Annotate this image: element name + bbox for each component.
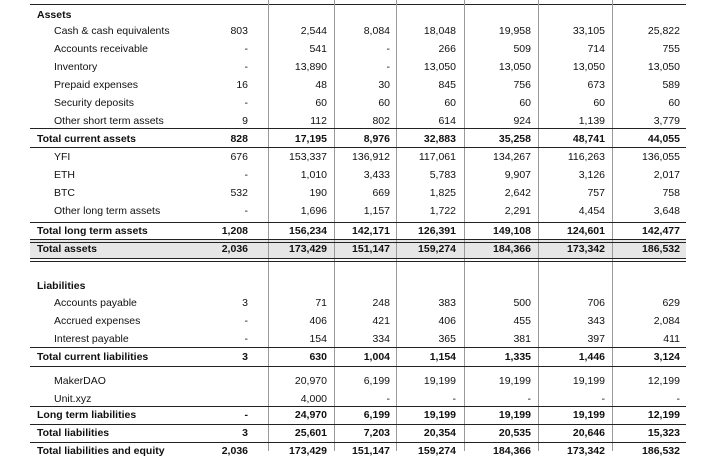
row-label: Other short term assets [54, 115, 164, 127]
value-cell: 13,050 [498, 61, 531, 73]
value-cell: 13,050 [423, 61, 456, 73]
value-cell: 126,391 [418, 225, 456, 237]
value-cell: 3,648 [653, 205, 680, 217]
value-cell: 184,366 [493, 243, 531, 255]
value-cell: 397 [587, 333, 605, 345]
value-cell: 532 [230, 187, 248, 199]
value-cell: 541 [309, 43, 327, 55]
value-cell: 589 [662, 79, 680, 91]
value-cell: 33,105 [572, 25, 605, 37]
value-cell: 173,429 [289, 445, 327, 457]
value-cell: 802 [372, 115, 390, 127]
value-cell: 190 [309, 187, 327, 199]
table-row [0, 312, 714, 330]
value-cell: 2,036 [221, 243, 248, 255]
table-row [0, 184, 714, 202]
value-cell: 44,055 [647, 133, 680, 145]
row-label: Interest payable [54, 333, 129, 345]
row-label: Total current liabilities [37, 351, 149, 363]
value-cell: 2,291 [504, 205, 531, 217]
value-cell: - [386, 393, 390, 405]
value-cell: - [386, 43, 390, 55]
value-cell: 669 [372, 187, 390, 199]
liabilities-section-row [0, 277, 714, 295]
value-cell: 156,234 [289, 225, 327, 237]
value-cell: 151,147 [352, 243, 390, 255]
value-cell: - [244, 169, 248, 181]
row-label: BTC [54, 187, 75, 199]
table-row [0, 94, 714, 112]
value-cell: 2,642 [504, 187, 531, 199]
value-cell: 1,157 [363, 205, 390, 217]
value-cell: 19,199 [498, 375, 531, 387]
row-label: Inventory [54, 61, 98, 73]
value-cell: - [244, 61, 248, 73]
value-cell: 117,061 [418, 151, 456, 163]
value-cell: 248 [372, 297, 390, 309]
value-cell: 24,970 [294, 409, 327, 421]
value-cell: 2,084 [653, 315, 680, 327]
value-cell: 134,267 [493, 151, 531, 163]
value-cell: 19,958 [498, 25, 531, 37]
value-cell: 383 [438, 297, 456, 309]
value-cell: 154 [309, 333, 327, 345]
value-cell: 509 [513, 43, 531, 55]
subtotal-rule [30, 442, 686, 443]
value-cell: - [244, 409, 248, 421]
value-cell: - [527, 393, 531, 405]
value-cell: 6,199 [363, 375, 390, 387]
value-cell: 19,199 [498, 409, 531, 421]
value-cell: 421 [372, 315, 390, 327]
subtotal-rule [30, 424, 686, 425]
total-rule [30, 239, 686, 243]
value-cell: 2,544 [300, 25, 327, 37]
value-cell: - [244, 43, 248, 55]
value-cell: 30 [378, 79, 390, 91]
value-cell: 15,323 [647, 427, 680, 439]
value-cell: 714 [587, 43, 605, 55]
value-cell: - [244, 333, 248, 345]
row-label: Total liabilities and equity [37, 445, 165, 457]
value-cell: 116,263 [567, 151, 605, 163]
value-cell: 3,433 [363, 169, 390, 181]
value-cell: 8,976 [363, 133, 390, 145]
value-cell: 758 [662, 187, 680, 199]
subtotal-rule [30, 347, 686, 348]
value-cell: 343 [587, 315, 605, 327]
row-label: Long term liabilities [37, 409, 137, 421]
subtotal-rule [30, 222, 686, 223]
value-cell: - [244, 97, 248, 109]
value-cell: 153,337 [289, 151, 327, 163]
value-cell: 16 [236, 79, 248, 91]
total-rule [30, 258, 686, 262]
value-cell: 3 [242, 351, 248, 363]
table-row [0, 148, 714, 166]
value-cell: - [452, 393, 456, 405]
value-cell: 173,429 [289, 243, 327, 255]
value-cell: 19,199 [423, 409, 456, 421]
row-label: Total liabilities [37, 427, 110, 439]
row-label: Unit.xyz [54, 393, 92, 405]
value-cell: 142,477 [642, 225, 680, 237]
value-cell: 3,124 [653, 351, 680, 363]
row-label: Security deposits [54, 97, 134, 109]
value-cell: 25,601 [294, 427, 327, 439]
value-cell: 614 [438, 115, 456, 127]
subtotal-rule [30, 147, 686, 148]
liabilities-section-title: Liabilities [37, 280, 86, 292]
value-cell: 60 [519, 97, 531, 109]
total-row [0, 406, 714, 424]
value-cell: 500 [513, 297, 531, 309]
value-cell: 18,048 [423, 25, 456, 37]
table-row [0, 166, 714, 184]
value-cell [188, 372, 248, 390]
row-label: Accounts payable [54, 297, 137, 309]
assets-section-title: Assets [37, 9, 72, 21]
total-row [0, 130, 714, 148]
value-cell: - [244, 315, 248, 327]
row-label: Total assets [37, 243, 97, 255]
value-cell: 136,912 [352, 151, 390, 163]
value-cell: 334 [372, 333, 390, 345]
value-cell: 1,696 [300, 205, 327, 217]
value-cell: - [601, 393, 605, 405]
row-label: Total long term assets [37, 225, 148, 237]
value-cell: 3 [242, 427, 248, 439]
total-row [0, 442, 714, 460]
value-cell: 60 [378, 97, 390, 109]
value-cell: - [676, 393, 680, 405]
value-cell: 186,532 [642, 445, 680, 457]
value-cell: 7,203 [363, 427, 390, 439]
table-row [0, 40, 714, 58]
value-cell: 151,147 [352, 445, 390, 457]
value-cell: 757 [587, 187, 605, 199]
value-cell: 1,004 [363, 351, 390, 363]
column-header-strip [30, 0, 686, 5]
value-cell: 266 [438, 43, 456, 55]
row-label: Total current assets [37, 133, 137, 145]
table-row [0, 22, 714, 40]
row-label: Other long term assets [54, 205, 161, 217]
table-row [0, 76, 714, 94]
value-cell: 60 [315, 97, 327, 109]
value-cell: 1,722 [429, 205, 456, 217]
value-cell: 1,154 [429, 351, 456, 363]
value-cell: 629 [662, 297, 680, 309]
value-cell: 186,532 [642, 243, 680, 255]
value-cell: 48,741 [572, 133, 605, 145]
value-cell: 755 [662, 43, 680, 55]
value-cell: 173,342 [567, 243, 605, 255]
value-cell: 3 [242, 297, 248, 309]
row-label: ETH [54, 169, 75, 181]
value-cell: 13,890 [294, 61, 327, 73]
value-cell: 455 [513, 315, 531, 327]
value-cell: 630 [309, 351, 327, 363]
value-cell: 5,783 [429, 169, 456, 181]
total-row [0, 348, 714, 366]
value-cell: 406 [438, 315, 456, 327]
table-row [0, 294, 714, 312]
value-cell: 1,825 [429, 187, 456, 199]
value-cell: 381 [513, 333, 531, 345]
value-cell: 71 [315, 297, 327, 309]
value-cell: 159,274 [418, 445, 456, 457]
value-cell: 35,258 [498, 133, 531, 145]
value-cell: 406 [309, 315, 327, 327]
value-cell: 112 [310, 115, 327, 127]
row-label: YFI [54, 151, 71, 163]
value-cell: 136,055 [642, 151, 680, 163]
value-cell: 8,084 [363, 25, 390, 37]
table-row [0, 330, 714, 348]
value-cell: 803 [230, 25, 248, 37]
table-row [0, 58, 714, 76]
value-cell: 19,199 [572, 375, 605, 387]
value-cell: 6,199 [363, 409, 390, 421]
value-cell: 173,342 [567, 445, 605, 457]
value-cell: 9 [242, 115, 248, 127]
value-cell: 2,036 [221, 445, 248, 457]
value-cell: 48 [315, 79, 327, 91]
row-label: Accounts receivable [54, 43, 148, 55]
subtotal-rule [30, 128, 686, 129]
subtotal-rule [30, 366, 686, 367]
value-cell: 4,000 [300, 393, 327, 405]
row-label: MakerDAO [54, 375, 106, 387]
value-cell: 124,601 [567, 225, 605, 237]
value-cell: 828 [230, 133, 248, 145]
table-row [0, 372, 714, 390]
value-cell: 845 [438, 79, 456, 91]
total-row [0, 222, 714, 240]
value-cell: 159,274 [418, 243, 456, 255]
value-cell: 20,354 [423, 427, 456, 439]
value-cell: 20,535 [498, 427, 531, 439]
value-cell: 1,446 [578, 351, 605, 363]
value-cell: 60 [444, 97, 456, 109]
value-cell: 4,454 [578, 205, 605, 217]
value-cell: 142,171 [352, 225, 390, 237]
value-cell: 365 [438, 333, 456, 345]
row-label: Cash & cash equivalents [54, 25, 170, 37]
value-cell: 411 [663, 333, 680, 345]
value-cell: - [244, 205, 248, 217]
value-cell: 3,126 [578, 169, 605, 181]
row-label: Prepaid expenses [54, 79, 139, 91]
value-cell: 756 [513, 79, 531, 91]
value-cell: 2,017 [653, 169, 680, 181]
value-cell: 20,646 [572, 427, 605, 439]
value-cell: 17,195 [294, 133, 327, 145]
row-label: Accrued expenses [54, 315, 141, 327]
value-cell: 1,208 [221, 225, 248, 237]
value-cell: - [386, 61, 390, 73]
total-row [0, 424, 714, 442]
value-cell: 60 [668, 97, 680, 109]
value-cell: 1,010 [300, 169, 327, 181]
value-cell: 9,907 [504, 169, 531, 181]
value-cell: 184,366 [493, 445, 531, 457]
value-cell: 1,335 [504, 351, 531, 363]
value-cell: 706 [587, 297, 605, 309]
table-row [0, 202, 714, 220]
value-cell: 19,199 [423, 375, 456, 387]
value-cell: 19,199 [572, 409, 605, 421]
value-cell: 32,883 [423, 133, 456, 145]
value-cell: 20,970 [294, 375, 327, 387]
value-cell: 676 [230, 151, 248, 163]
value-cell: 13,050 [647, 61, 680, 73]
value-cell: 25,822 [647, 25, 680, 37]
value-cell: 924 [513, 115, 531, 127]
value-cell: 60 [593, 97, 605, 109]
value-cell: 12,199 [647, 375, 680, 387]
value-cell: 13,050 [572, 61, 605, 73]
subtotal-rule [30, 406, 686, 407]
value-cell: 3,779 [653, 115, 680, 127]
value-cell: 149,108 [493, 225, 531, 237]
value-cell: 673 [587, 79, 605, 91]
value-cell: 1,139 [578, 115, 605, 127]
value-cell: 12,199 [647, 409, 680, 421]
